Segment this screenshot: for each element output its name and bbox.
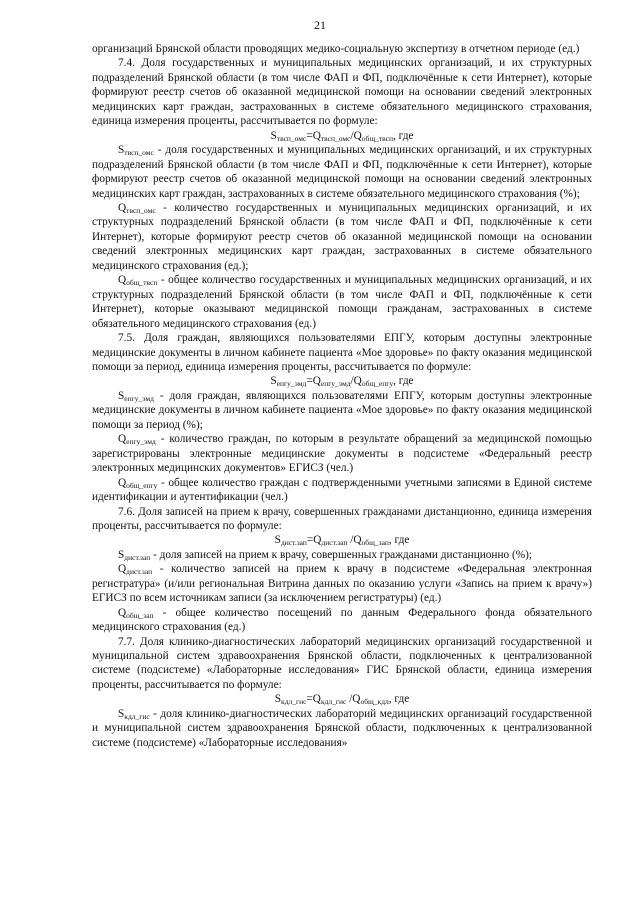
paragraph: $Q_{епгу\_эмд}$ - количество граждан, по которым в результате обращений за медицинской помощью зарегистрированы электронные медицинские документы в подсистеме «Федеральный реестр электронных медицинских документов» ЕГИСЗ (чел.): [92, 433, 592, 475]
paragraph: $Q_{твсп\_омс}$ - количество государственных и муниципальных медицинских организаций, и их структурных подразделений Брянской области (в том числе ФАП и ФП, подключённые к сети Интернет), которые формируют реестр счетов об оказанной медицинской помощи на основании сведений электронных медицинских карт граждан, застрахованных в системе обязательного медицинского страхования (ед.);: [92, 201, 592, 272]
page-number: 21: [314, 18, 326, 32]
paragraph: $Q_{дист.зап}$ - количество записей на прием к врачу в подсистеме «Федеральная электронная регистратура» (и/или региональная Витрина данных по оказанию услуги «Запись на прием к врачу») ЕГИСЗ по всем источникам записи (за исключением регистратуры) (ед.): [92, 563, 592, 605]
paragraph: $Q_{общ\_твсп}$ - общее количество государственных и муниципальных медицинских организаций, и их структурных подразделений Брянской области (в том числе ФАП и ФП, подключённые к сети Интернет), которые оказывают медицинской помощи гражданам, застрахованных в системе обязательного медицинского страхования (ед.): [92, 274, 592, 330]
formula: $S_{твсп\_омс}=Q_{твсп\_омс}/Q_{общ\_твсп}$, где: [270, 129, 414, 143]
paragraph: 7.5. Доля граждан, являющихся пользователями ЕПГУ, которым доступны электронные медицинские документы в личном кабинете пациента «Мое здоровье» по факту оказания медицинской помощи за период, единица измерения проценты, рассчитывается по формуле:: [92, 332, 592, 373]
paragraph: $S_{дист.зап}$ - доля записей на прием к врачу, совершенных гражданами дистанционно (%);: [118, 548, 533, 562]
paragraph: $Q_{общ\_епгу}$ - общее количество граждан с подтвержденными учетными записями в Единой системе идентификации и аутентификации (чел.): [92, 476, 592, 504]
formula: $S_{епгу\_эмд}=Q_{епгу\_эмд}/Q_{общ\_епгу}$, где: [270, 375, 414, 389]
paragraph: 7.4. Доля государственных и муниципальных медицинских организаций, и их структурных подразделений Брянской области (в том числе ФАП и ФП, подключённые к сети Интернет), которые формируют реестр счетов об оказанной медицинской помощи на основании сведений электронных медицинских карт граждан, застрахованных в системе обязательного медицинского страхования, единица измерения проценты, рассчитывается по формуле:: [92, 57, 592, 128]
paragraph: 7.7. Доля клинико-диагностических лабораторий медицинских организаций государственной и муниципальной систем здравоохранения Брянской области, подключенных к централизованной системе (подсистеме) «Лабораторные исследования» ГИС Брянской области, единица измерения проценты, рассчитывается по формуле:: [92, 635, 592, 691]
paragraph: $S_{кдл\_гис}$ - доля клинико-диагностических лабораторий медицинских организаций государственной и муниципальной систем здравоохранения Брянской области, подключенных к централизованной системе (подсистеме) «Лабораторные исследования»: [92, 707, 592, 749]
document-body: [92, 42, 592, 750]
formula: $S_{кдл\_гис}=Q_{кдл\_гис}$ $/Q_{общ\_кдл}$, где: [274, 693, 410, 707]
paragraph: $Q_{общ\_зап}$ - общее количество посещений по данным Федерального фонда обязательного медицинского страхования (ед.): [92, 606, 592, 634]
formula: $S_{дист.зап}=Q_{дист.зап}$ $/Q_{общ\_зап}$, где: [274, 534, 410, 548]
paragraph: $S_{твсп\_омс}$ - доля государственных и муниципальных медицинских организаций, и их структурных подразделений Брянской области (в том числе ФАП и ФП, подключённые к сети Интернет), которые формируют реестр счетов об оказанной медицинской помощи на основании сведений электронных медицинских карт граждан, застрахованных в системе обязательного медицинского страхования (%);: [92, 144, 592, 200]
paragraph-continuation: организаций Брянской области проводящих медико-социальную экспертизу в отчетном периоде (ед.): [92, 43, 580, 55]
paragraph: 7.6. Доля записей на прием к врачу, совершенных гражданами дистанционно, единица измерения проценты, рассчитывается по формуле:: [92, 505, 592, 532]
paragraph: $S_{епгу\_эмд}$ - доля граждан, являющихся пользователями ЕПГУ, которым доступны электронные медицинские документы в личном кабинете пациента «Мое здоровье» по факту оказания медицинской помощи за период (%);: [92, 389, 592, 431]
